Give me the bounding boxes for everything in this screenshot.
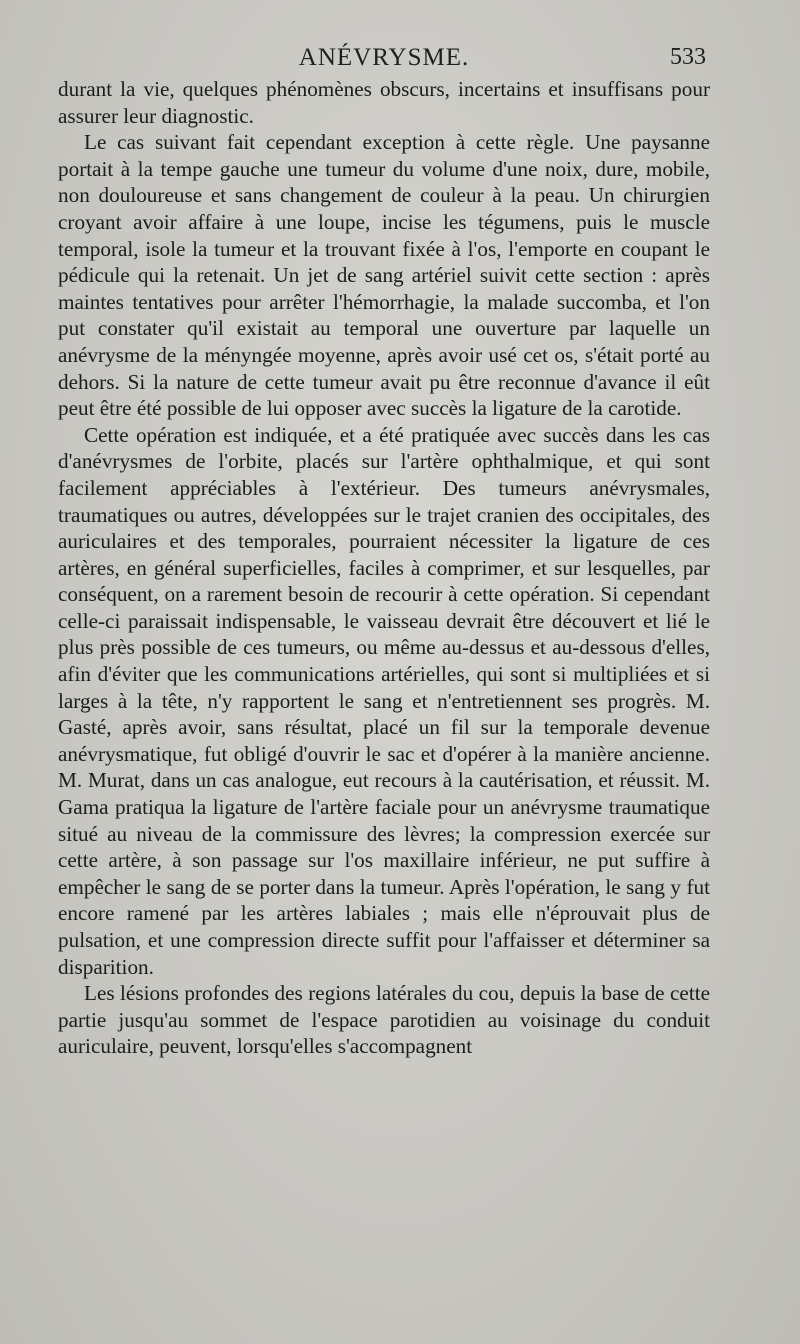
page-number: 533 — [670, 44, 706, 70]
paragraph-neck-lesions: Les lésions profondes des regions latérales du cou, depuis la base de cette partie jusqu'au sommet de l'espace parotidien au voisinage du conduit auriculaire, peuvent, lorsqu'elles s'accompagnent — [58, 981, 710, 1059]
page-header — [58, 44, 710, 74]
running-title: ANÉVRYSME. — [298, 44, 470, 71]
body-text — [58, 76, 710, 1060]
paragraph-ligature-indications: Cette opération est indiquée, et a été pratiquée avec succès dans les cas d'anévrysmes de l'orbite, placés sur l'artère ophthalmique, et qui sont facilement appréciables à l'extérieur. Des tumeurs anévrysmales, traumatiques ou autres, développées sur le trajet cranien des occipitales, des auriculaires et des temporales, pourraient nécessiter la ligature de ces artères, en général superficielles, faciles à comprimer, et sur lesquelles, par conséquent, on a rarement besoin de recourir à cette opération. Si cependant celle-ci paraissait indispensable, le vaisseau devrait être découvert et lié le plus près possible de ces tumeurs, ou même au-dessus et au-dessous d'elles, afin d'éviter que les communications artérielles, qui sont si multipliées et si larges à la tête, n'y rapportent le sang et n'entretiennent ses progrès. M. Gasté, après avoir, sans résultat, placé un fil sur la temporale devenue anévrysmatique, fut obligé d'ouvrir le sac et d'opérer à la manière ancienne. M. Murat, dans un cas analogue, eut recours à la cautérisation, et réussit. M. Gama pratiqua la ligature de l'artère faciale pour un anévrysme traumatique situé au niveau de la commissure des lèvres; la compression exercée sur cette artère, à son passage sur l'os maxillaire inférieur, ne put suffire à empêcher le sang de se porter dans la tumeur. Après l'opération, le sang y fut encore ramené par les artères labiales ; mais elle n'éprouvait plus de pulsation, et une compression directe suffit pour l'affaisser et déterminer sa disparition. — [58, 422, 710, 979]
paragraph-continuation: durant la vie, quelques phénomènes obscurs, incertains et insuffisans pour assurer leur diagnostic. — [58, 77, 710, 128]
paragraph-temporal-case: Le cas suivant fait cependant exception à cette règle. Une paysanne portait à la tempe gauche une tumeur du volume d'une noix, dure, mobile, non douloureuse et sans changement de couleur à la peau. Un chirurgien croyant avoir affaire à une loupe, incise les tégumens, puis le muscle temporal, isole la tumeur et la trouvant fixée à l'os, l'emporte en coupant le pédicule qui la retenait. Un jet de sang artériel suivit cette section : après maintes tentatives pour arrêter l'hémorrhagie, la malade succomba, et l'on put constater qu'il existait au temporal une ouverture par laquelle un anévrysme de la ményngée moyenne, après avoir usé cet os, s'était porté au dehors. Si la nature de cette tumeur avait pu être reconnue d'avance il eût peut être été possible de lui opposer avec succès la ligature de la carotide. — [58, 130, 710, 421]
